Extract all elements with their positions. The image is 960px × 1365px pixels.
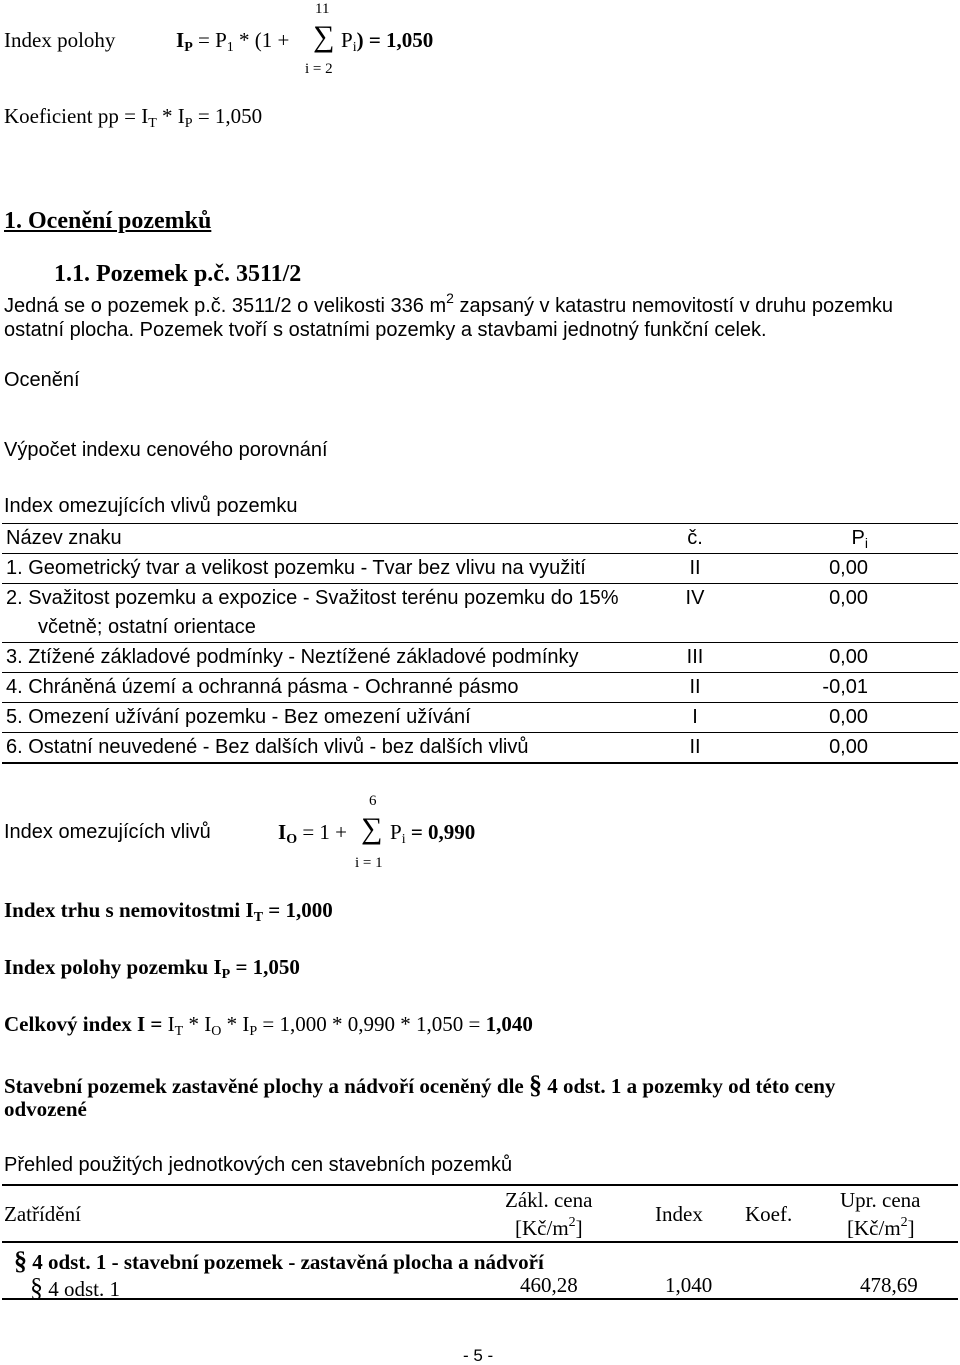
row-name: 2. Svažitost pozemku a expozice - Svažitost terénu pozemku do 15%: [2, 584, 636, 614]
price-row-upr: 478,69: [860, 1273, 918, 1297]
celkovy-index: Celkový index $I = I_T * I_O * I_P = 1,000 * 0,990 * 1,050 = 1,040$: [4, 1012, 533, 1039]
price-row-zakl: 460,28: [520, 1273, 578, 1297]
formula-location-result: $P_i) = 1,050$: [341, 28, 434, 55]
index-o-sum-top: 6: [369, 793, 377, 809]
row-value: 0,00: [754, 643, 958, 673]
index-trhu: Index trhu s nemovitostmi $I_T = 1,000$: [4, 898, 333, 925]
sum-top-label: 11: [315, 1, 330, 17]
paragraph-icon: §: [529, 1070, 542, 1099]
sum-symbol-icon: ∑: [313, 20, 335, 53]
index-polohy-pozemku: Index polohy pozemku $I_P = 1,050$: [4, 955, 300, 982]
header-code: č.: [636, 524, 754, 554]
row-name-continuation: včetně; ostatní orientace: [38, 616, 256, 638]
paragraph-icon: §: [30, 1273, 43, 1302]
table-row: [2, 554, 958, 584]
index-o-lhs: $I_O = 1$ +: [278, 820, 348, 847]
row-name: 5. Omezení užívání pozemku - Bez omezení užívání: [2, 703, 636, 733]
row-code: II: [636, 733, 754, 764]
row-value: 0,00: [754, 703, 958, 733]
index-o-result: $P_i = 0,990$: [390, 820, 476, 847]
row-value: 0,00: [754, 584, 958, 614]
price-table-top-border: [2, 1184, 958, 1186]
table-row: [2, 703, 958, 733]
stavebni-line-1: Stavební pozemek zastavěné plochy a nádvoří oceněný dle § 4 odst. 1 a pozemky od této ceny: [4, 1070, 836, 1099]
description-line-2: ostatní plocha. Pozemek tvoří s ostatními pozemky a stavbami jednotný funkční celek.: [4, 319, 767, 341]
prehled-heading: Přehled použitých jednotkových cen stavebních pozemků: [4, 1154, 513, 1176]
table-row: [2, 733, 958, 764]
price-header-zakl-1: Zákl. cena: [505, 1188, 593, 1212]
row-name: 3. Ztížené základové podmínky - Neztížené základové podmínky: [2, 643, 636, 673]
table-row: [2, 584, 958, 614]
price-group-label: § 4 odst. 1 - stavební pozemek - zastavěná plocha a nádvoří: [14, 1246, 544, 1275]
description-line-1: Jedná se o pozemek p.č. 3511/2 o velikosti 336 $m^2$ zapsaný v katastru nemovitostí v druhu pozemku: [4, 290, 894, 317]
formula-location: $I_P = P_1 * (1$ +: [176, 28, 290, 55]
page-number: - 5 -: [463, 1346, 494, 1365]
price-row-index: 1,040: [665, 1273, 713, 1297]
influence-table: [2, 523, 958, 764]
row-name: 6. Ostatní neuvedené - Bez dalších vlivů - bez dalších vlivů: [2, 733, 636, 764]
table-row-continuation: [2, 613, 958, 643]
row-value: -0,01: [754, 673, 958, 703]
index-o-label: Index omezujících vlivů: [4, 821, 211, 843]
table-row: [2, 673, 958, 703]
subsection-title: 1.1. Pozemek p.č. 3511/2: [54, 261, 302, 287]
row-code: III: [636, 643, 754, 673]
price-header-upr-1: Upr. cena: [840, 1188, 921, 1212]
row-value: 0,00: [754, 733, 958, 764]
price-header-zatrideni: Zatřídění: [4, 1202, 81, 1226]
row-code: I: [636, 703, 754, 733]
stavebni-line-2: odvozené: [4, 1097, 87, 1121]
index-omezujicich-heading: Index omezujících vlivů pozemku: [4, 495, 298, 517]
price-header-upr-2: $[Kč/m^2]$: [847, 1215, 915, 1240]
vypocet-heading: Výpočet indexu cenového porovnání: [4, 439, 328, 461]
price-table-header-border: [2, 1241, 958, 1243]
row-code: II: [636, 554, 754, 584]
price-header-index: Index: [655, 1202, 703, 1226]
row-name: 1. Geometrický tvar a velikost pozemku - Tvar bez vlivu na využití: [2, 554, 636, 584]
price-table-bottom-border: [2, 1298, 958, 1300]
row-code: IV: [636, 584, 754, 614]
price-header-koef: Koef.: [745, 1202, 793, 1226]
section-title: 1. Ocenění pozemků: [4, 208, 212, 234]
sum-symbol-icon: ∑: [361, 812, 383, 845]
koeficient-line: Koeficient pp = $I_T * I_P = 1,050$: [4, 104, 263, 131]
price-header-zakl-2: $[Kč/m^2]$: [515, 1215, 583, 1240]
paragraph-icon: §: [14, 1246, 27, 1275]
header-value: $P_i$: [754, 524, 958, 554]
price-row: § 4 odst. 1: [30, 1273, 121, 1302]
row-code: II: [636, 673, 754, 703]
table-header-row: [2, 524, 958, 554]
row-value: 0,00: [754, 554, 958, 584]
oceneni-heading: Ocenění: [4, 369, 80, 391]
table-row: [2, 643, 958, 673]
index-o-sum-bottom: i = 1: [355, 855, 383, 871]
formula-location-label: Index polohy: [4, 28, 116, 52]
header-name: Název znaku: [2, 524, 636, 554]
row-name: 4. Chráněná území a ochranná pásma - Ochranné pásmo: [2, 673, 636, 703]
sum-bottom-label: i = 2: [305, 61, 333, 77]
